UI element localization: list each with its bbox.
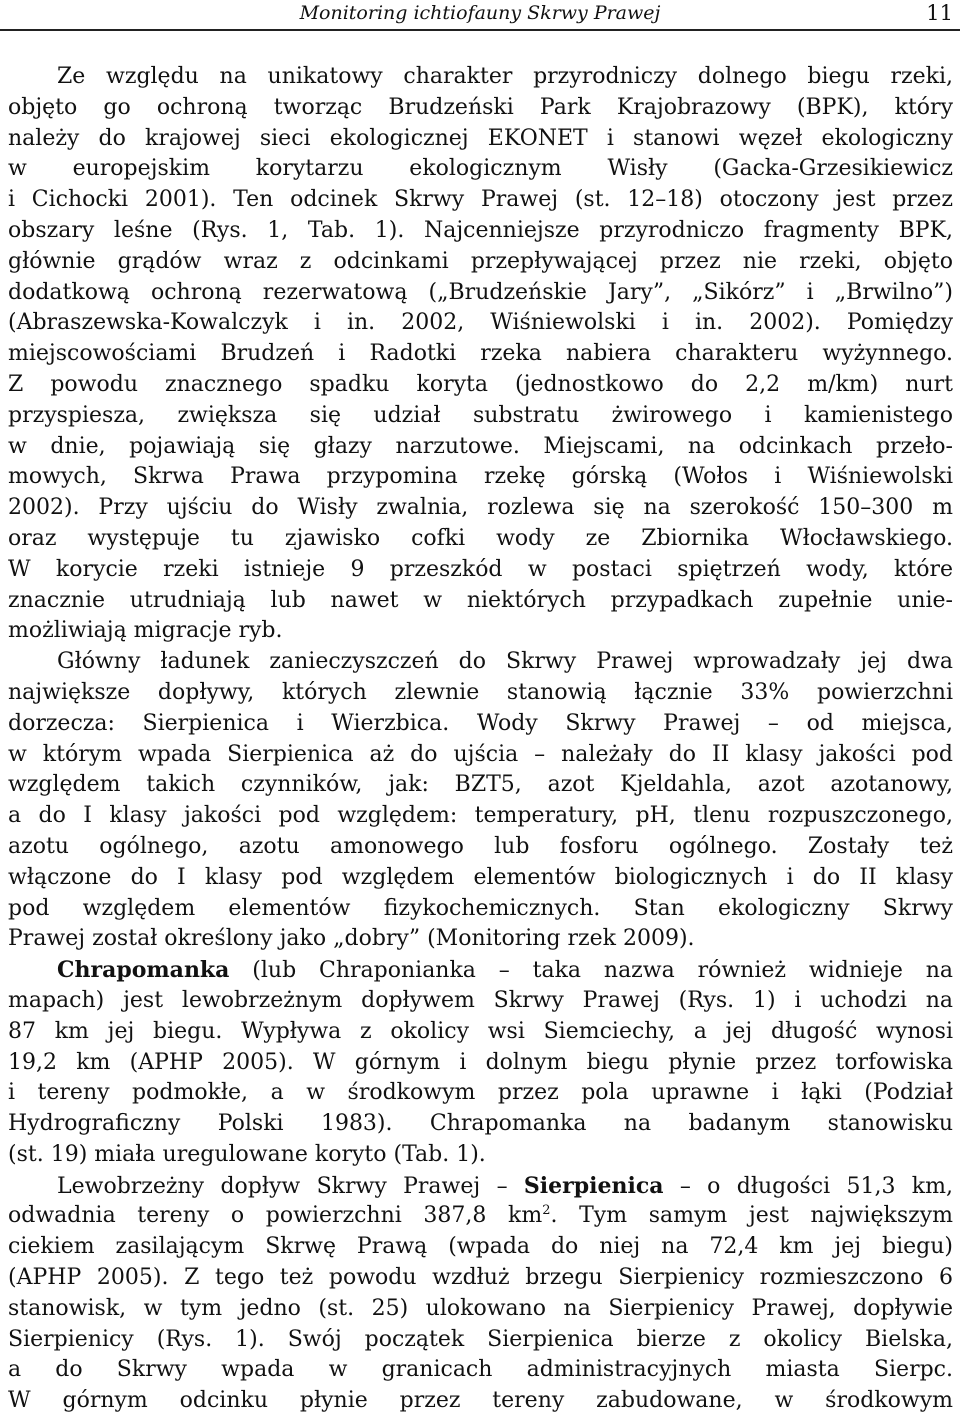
paragraph-2 <box>8 647 953 955</box>
paragraph-4 <box>8 1171 953 1417</box>
text-line: Prawej został określony jako „dobry” (Monitoring rzek 2009). <box>8 926 695 952</box>
text-line: 19,2 km (APHP 2005). W górnym i dolnym biegu płynie przez torfowiska <box>8 1049 953 1075</box>
text-line: i tereny podmokłe, a w środkowym przez pola uprawne i łąki (Podział <box>8 1080 953 1106</box>
text-line <box>8 955 953 986</box>
text-line: i Cichocki 2001). Ten odcinek Skrwy Prawej (st. 12–18) otoczony jest przez <box>8 187 953 213</box>
text-line: możliwiają migracje ryb. <box>8 618 283 644</box>
paragraph-3 <box>8 955 953 1171</box>
text-line: dorzecza: Sierpienica i Wierzbica. Wody Skrwy Prawej – od miejsca, <box>8 710 953 736</box>
text-line: znacznie utrudniają lub nawet w niektórych przypadkach zupełnie unie- <box>8 587 953 613</box>
running-title: Monitoring ichtiofauny Skrwy Prawej <box>299 2 661 24</box>
body-text <box>8 62 953 1417</box>
text-line: Główny ładunek zanieczyszczeń do Skrwy Prawej wprowadzały jej dwa <box>57 649 953 675</box>
text-line: dodatkową ochroną rezerwatową („Brudzeńskie Jary”, „Sikórz” i „Brwilno”) <box>8 279 953 305</box>
text-line: ciekiem zasilającym Skrwę Prawą (wpada do niej na 72,4 km jej biegu) <box>8 1234 953 1260</box>
page-number: 11 <box>926 1 953 25</box>
text-line: Hydrograficzny Polski 1983). Chrapomanka na badanym stanowisku <box>8 1111 953 1137</box>
text-line: pod względem elementów fizykochemicznych. Stan ekologiczny Skrwy <box>8 895 953 921</box>
text-line: a do Skrwy wpada w granicach administracyjnych miasta Sierpc. <box>8 1357 953 1383</box>
text-line: a do I klasy jakości pod względem: temperatury, pH, tlenu rozpuszczonego, <box>8 803 953 829</box>
text-line <box>8 1201 953 1232</box>
text-line: stanowisk, w tym jedno (st. 25) ulokowano na Sierpienicy Prawej, dopływie <box>8 1295 953 1321</box>
text-line: głównie grądów wraz z odcinkami przepływającej przez nie rzeki, objęto <box>8 248 953 274</box>
text-line: w którym wpada Sierpienica aż do ujścia – należały do II klasy jakości pod <box>8 741 953 767</box>
text-line: Ze względu na unikatowy charakter przyrodniczy dolnego biegu rzeki, <box>57 64 953 89</box>
text-line: W górnym odcinku płynie przez tereny zabudowane, w środkowym <box>8 1388 953 1414</box>
text-line: przyspiesza, zwiększa się udział substratu żwirowego i kamienistego <box>8 402 953 428</box>
text-segment: . Tym samym jest największym <box>550 1203 953 1229</box>
text-line <box>8 1171 953 1202</box>
text-line: (APHP 2005). Z tego też powodu wzdłuż brzegu Sierpienicy rozmieszczono 6 <box>8 1265 953 1291</box>
text-line: Sierpienicy (Rys. 1). Swój początek Sierpienica bierze z okolicy Bielska, <box>8 1326 953 1352</box>
text-line: należy do krajowej sieci ekologicznej EKONET i stanowi węzeł ekologiczny <box>8 125 953 151</box>
text-segment: (lub Chraponianka – taka nazwa również widnieje na <box>229 958 953 984</box>
text-line: miejscowościami Brudzeń i Radotki rzeka nabiera charakteru wyżynnego. <box>8 341 953 367</box>
bold-term: Chrapomanka <box>57 957 230 984</box>
text-line: azotu ogólnego, azotu amonowego lub fosforu ogólnego. Zostały też <box>8 833 953 859</box>
text-line: obszary leśne (Rys. 1, Tab. 1). Najcenniejsze przyrodniczo fragmenty BPK, <box>8 217 953 243</box>
text-line: włączone do I klasy pod względem elementów biologicznych i do II klasy <box>8 864 953 890</box>
text-line: największe dopływy, których zlewnie stanowią łącznie 33% powierzchni <box>8 679 953 705</box>
superscript: 2 <box>542 1203 551 1219</box>
text-line: Z powodu znacznego spadku koryta (jednostkowo do 2,2 m/km) nurt <box>8 371 953 397</box>
text-line: objęto go ochroną tworząc Brudzeński Park Krajobrazowy (BPK), który <box>8 94 953 120</box>
text-line: mowych, Skrwa Prawa przypomina rzekę górską (Wołos i Wiśniewolski <box>8 464 953 490</box>
text-line: 87 km jej biegu. Wypływa z okolicy wsi Siemciechy, a jej długość wynosi <box>8 1018 953 1044</box>
paragraph-1 <box>8 62 953 647</box>
text-segment: Lewobrzeżny dopływ Skrwy Prawej – <box>57 1173 524 1199</box>
text-line: w europejskim korytarzu ekologicznym Wisły (Gacka-Grzesikiewicz <box>8 156 953 182</box>
text-segment: odwadnia tereny o powierzchni 387,8 km <box>8 1203 543 1229</box>
text-line: W korycie rzeki istnieje 9 przeszkód w postaci spiętrzeń wody, które <box>8 556 953 582</box>
text-line: (Abraszewska-Kowalczyk i in. 2002, Wiśniewolski i in. 2002). Pomiędzy <box>8 310 953 336</box>
text-line: (st. 19) miała uregulowane koryto (Tab. 1). <box>8 1141 486 1167</box>
text-segment: – o długości 51,3 km, <box>663 1173 953 1199</box>
text-line: oraz występuje tu zjawisko cofki wody ze Zbiornika Włocławskiego. <box>8 525 953 551</box>
bold-term: Sierpienica <box>523 1172 664 1199</box>
text-line: względem takich czynników, jak: BZT5, azot Kjeldahla, azot azotanowy, <box>8 772 953 798</box>
text-line: mapach) jest lewobrzeżnym dopływem Skrwy Prawej (Rys. 1) i uchodzi na <box>8 987 953 1013</box>
header-rule <box>0 29 960 31</box>
text-line: 2002). Przy ujściu do Wisły zwalnia, rozlewa się na szerokość 150–300 m <box>8 495 953 521</box>
text-line: w dnie, pojawiają się głazy narzutowe. Miejscami, na odcinkach przeło- <box>8 433 953 459</box>
